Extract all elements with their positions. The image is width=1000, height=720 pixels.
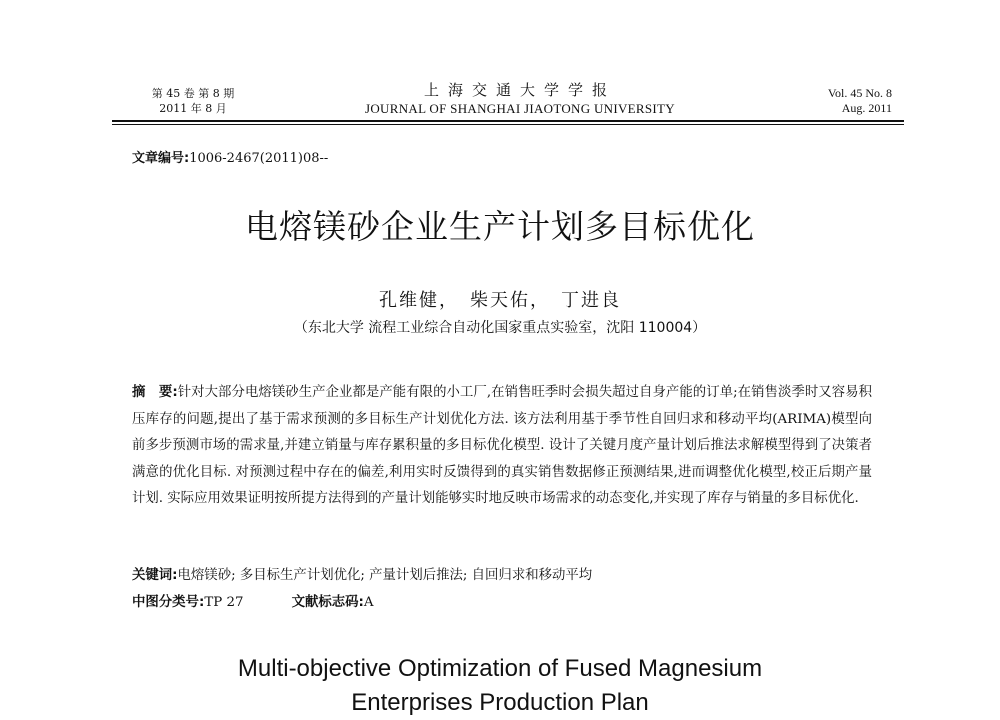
abstract-label: 摘 要: [132,385,178,400]
doc-code-value: A [363,595,374,610]
author-affiliation: （东北大学 流程工业综合自动化国家重点实验室，沈阳 110004） [293,320,707,336]
clc-label: 中图分类号: [132,595,205,610]
volume-issue-cn: 第 45 卷 第 8 期 [151,87,235,100]
volume-issue [118,86,268,116]
abstract-text: 针对大部分电熔镁砂生产企业都是产能有限的小工厂,在销售旺季时会损失超过自身产能的订单;在销售淡季时又容易积压库存的问题,提出了基于需求预测的多目标生产计划优化方法. 该方法利用基于季节性自回归求和移动平均(ARIMA)模型向前多步预测市场的需求量,并建立销量与库存累积量的多目标优化模型. 设计了关键月度产量计划后推法求解模型得到了决策者满意的优化目标. 对预测过程中存在的偏差,利用实时反馈得到的真实销售数据修正预测结果,进而调整优化模型,校正后期产量计划. 实际应用效果证明按所提方法得到的产量计划能够实时地反映市场需求的动态变化,并实现了库存与销量的多目标优化. [132,385,873,506]
journal-name-en: JOURNAL OF SHANGHAI JIAOTONG UNIVERSITY [365,101,675,116]
abstract [132,380,872,513]
classification-line [132,592,892,614]
volume-number-en: Vol. 45 No. 8 [827,86,892,100]
keywords-label: 关键词: [132,568,178,583]
journal-masthead [300,80,740,117]
keywords [132,565,892,587]
article-number [132,150,328,168]
article-number-value: 1006-2467(2011)08-- [189,151,329,166]
date-en: Aug. 2011 [841,101,892,115]
paper-title-en-line1: Multi-objective Optimization of Fused Magnesium [237,655,763,682]
paper-title-en [0,652,1000,720]
header-rule-thick [112,120,904,122]
journal-name-cn: 上海交通大学学报 [423,81,616,99]
keywords-text: 电熔镁砂; 多目标生产计划优化; 产量计划后推法; 自回归求和移动平均 [177,568,593,583]
article-number-label: 文章编号: [132,151,190,166]
header-rule-thin [112,124,904,125]
volume-issue-en [782,86,892,116]
author-list: 孔维健， 柴天佑， 丁进良 [379,290,621,311]
date-cn: 2011 年 8 月 [159,102,227,115]
paper-title-en-line2: Enterprises Production Plan [351,689,649,716]
doc-code-label: 文献标志码: [291,595,364,610]
paper-title-cn: 电熔镁砂企业生产计划多目标优化 [245,207,755,246]
clc-value: TP 27 [204,595,244,610]
